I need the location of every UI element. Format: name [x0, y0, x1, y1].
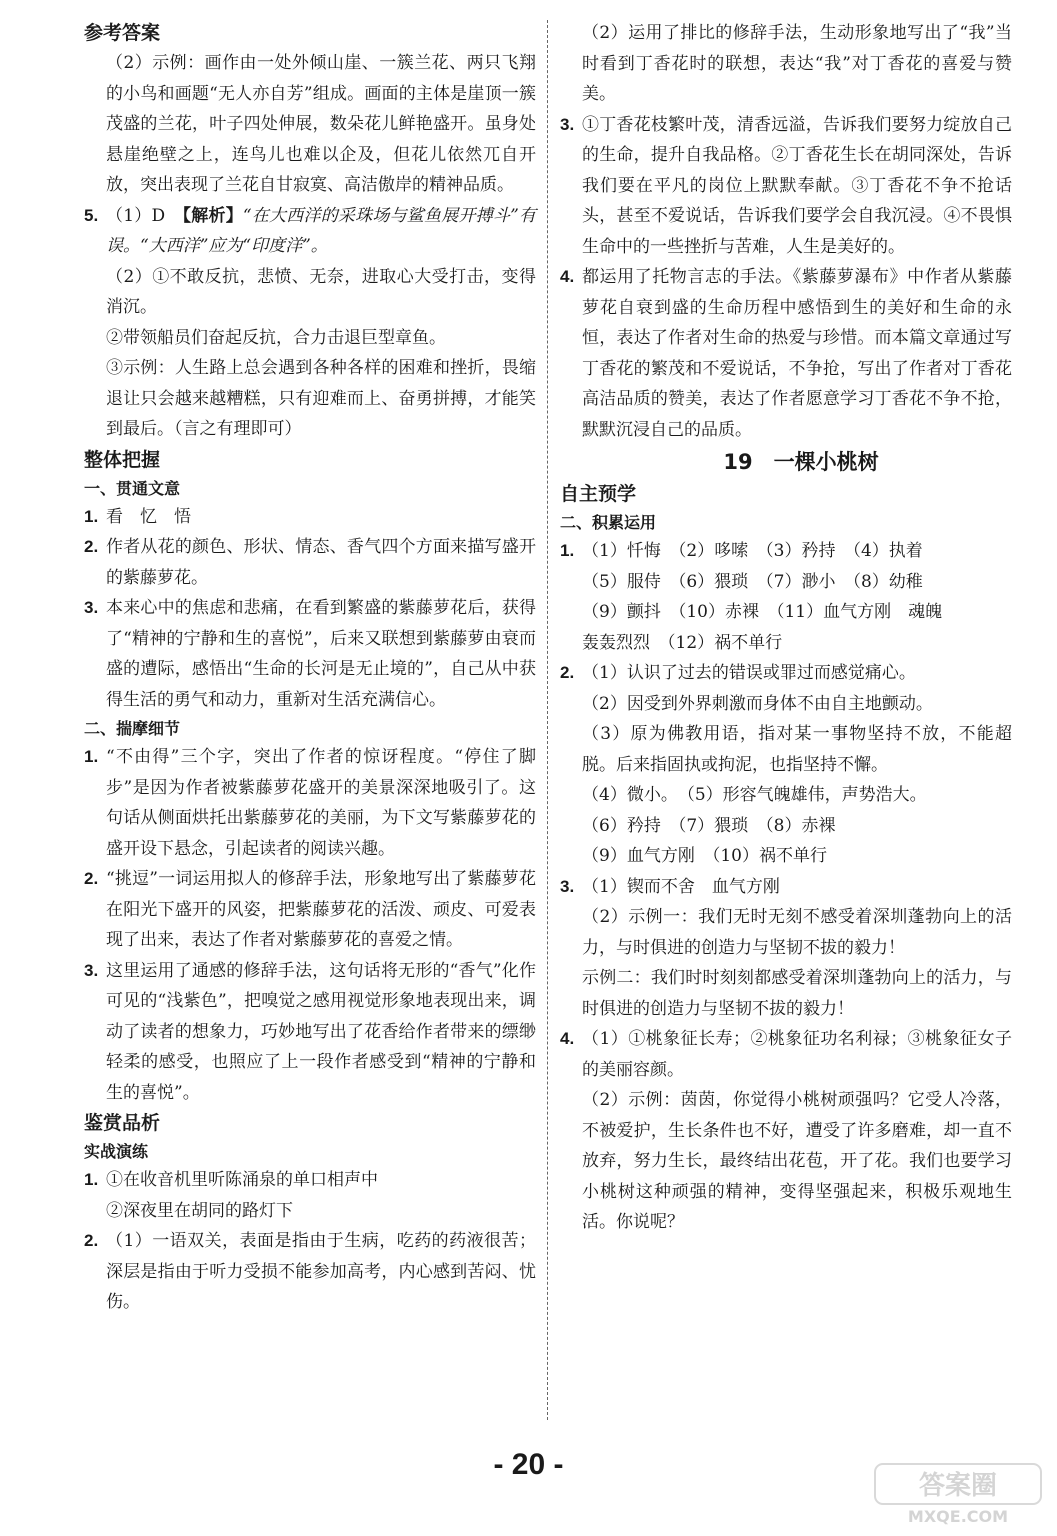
subheader-details: 二、揣摩细节 [84, 719, 181, 738]
section-header-appreciation: 鉴赏品析 [84, 1112, 161, 1134]
answer-r3: 3. ①丁香花枝繁叶茂，清香远溢，告诉我们要努力绽放自己的生命，提升自我品格。②丁香花生长在胡同深处，告诉我们要在平凡的岗位上默默奉献。③丁香花不争不抢话头，甚至不爱说话，告诉我们要学会自我沉浸。④不畏惧生命中的一些挫折与苦难，人生是美好的。 [560, 114, 1012, 257]
page-number: - 20 - [493, 1448, 564, 1481]
subheader-comprehension: 一、贯通文意 [84, 478, 181, 498]
answer-a1: 1. （1）忏悔 （2）哆嗦 （3）矜持 （4）执着 [560, 541, 923, 561]
answer-p1-b: ②深夜里在胡同的路灯下 [106, 1200, 293, 1221]
left-column [84, 18, 536, 1318]
right-column [560, 18, 1012, 1238]
answer-p1: 1. ①在收音机里听陈涌泉的单口相声中 [84, 1170, 378, 1190]
answer-4-2: （2）示例：画作由一处外倾山崖、一簇兰花、两只飞翔的小鸟和画题“无人亦自芳”组成。画面的主体是崖顶一簇茂盛的兰花，叶子四处伸展，数朵花儿鲜艳盛开。虽身处悬崖绝壁之上，连鸟儿也难以企及，但花儿依然兀自开放，突出表现了兰花自甘寂寞、高洁傲岸的精神品质。 [106, 53, 536, 195]
answer-a2: 2. （1）认识了过去的错误或罪过而感觉痛心。 [560, 663, 916, 683]
section-header-answers: 参考答案 [84, 22, 161, 44]
answer-g2: 2. 作者从花的颜色、形状、情态、香气四个方面来描写盛开的紫藤萝花。 [84, 537, 536, 588]
subheader-accumulation: 二、积累运用 [560, 513, 657, 532]
section-header-overall: 整体把握 [84, 448, 161, 471]
answer-a2-l6: （9）血气方刚 （10）祸不单行 [582, 846, 827, 866]
svg-text:MXQE.COM: MXQE.COM [907, 1507, 1009, 1526]
answer-a4: 4. （1）①桃象征长寿；②桃象征功名利禄；③桃象征女子的美丽容颜。 [560, 1029, 1012, 1080]
watermark-logo-icon [873, 1462, 1043, 1526]
answer-p2: 2. （1）一语双关，表面是指由于生病，吃药的药液很苦；深层是指由于听力受损不能参加高考，内心感到苦闷、忧伤。 [84, 1231, 536, 1312]
answer-r4: 4. 都运用了托物言志的手法。《紫藤萝瀑布》中作者从紫藤萝花自衰到盛的生命历程中感悟到生的美好和生命的永恒，表达了作者对生命的热爱与珍惜。而本篇文章通过写丁香花的繁茂和不爱说话，不争抢，写出了作者对丁香花高洁品质的赞美，表达了作者愿意学习丁香花不争不抢，默默沉浸自己的品质。 [560, 267, 1012, 440]
subheader-practice: 实战演练 [84, 1142, 149, 1161]
column-divider [547, 20, 548, 1420]
answer-a3-l2: （2）示例一：我们无时无刻不感受着深圳蓬勃向上的活力，与时俱进的创造力与坚韧不拔的毅力！ [582, 907, 1012, 958]
answer-a1-l3: （9）颤抖 （10）赤裸 （11）血气方刚 魂魄 [582, 602, 943, 622]
answer-5: 5. （1）D 【解析】“在大西洋的采珠场与鲨鱼展开搏斗”有误。“大西洋”应为“印度洋”。 [84, 205, 537, 256]
answer-a2-l2: （2）因受到外界刺激而身体不由自主地颤动。 [582, 693, 933, 714]
answer-a1-l4: 轰轰烈烈 （12）祸不单行 [582, 632, 783, 653]
answer-d3: 3. 这里运用了通感的修辞手法，这句话将无形的“香气”化作可见的“浅紫色”，把嗅觉之感用视觉形象地表现出来，调动了读者的想象力，巧妙地写出了花香给作者带来的缥缈轻柔的感受，也照应了上一段作者感受到“精神的宁静和生的喜悦”。 [84, 960, 536, 1103]
answer-5-2: （2）①不敢反抗，悲愤、无奈，进取心大受打击，变得消沉。 [106, 266, 536, 317]
answer-d1: 1. “不由得”三个字，突出了作者的惊讶程度。“停住了脚步”是因为作者被紫藤萝花盛开的美景深深地吸引了。这句话从侧面烘托出紫藤萝花的美丽，为下文写紫藤萝花的盛开设下悬念，引起读者的阅读兴趣。 [84, 747, 536, 859]
answer-a1-l2: （5）服侍 （6）猥琐 （7）渺小 （8）幼稚 [582, 571, 923, 592]
answer-g1: 1. 看 忆 悟 [84, 506, 191, 527]
answer-5-2b: ②带领船员们奋起反抗，合力击退巨型章鱼。 [106, 327, 446, 348]
answer-5-2c: ③示例：人生路上总会遇到各种各样的困难和挫折，畏缩退让只会越来越糟糕，只有迎难而上、奋勇拼搏，才能笑到最后。（言之有理即可） [106, 358, 536, 439]
answer-a2-l5: （6）矜持 （7）猥琐 （8）赤裸 [582, 815, 836, 836]
chapter-title: 19 一棵小桃树 [723, 450, 879, 474]
answer-r2: （2）运用了排比的修辞手法，生动形象地写出了“我”当时看到丁香花时的联想，表达“我”对丁香花的喜爱与赞美。 [582, 23, 1012, 104]
answer-a3-l3: 示例二：我们时时刻刻都感受着深圳蓬勃向上的活力，与时俱进的创造力与坚韧不拔的毅力！ [582, 968, 1012, 1019]
answer-d2: 2. “挑逗”一词运用拟人的修辞手法，形象地写出了紫藤萝花在阳光下盛开的风姿，把紫藤萝花的活泼、顽皮、可爱表现了出来，表达了作者对紫藤萝花的喜爱之情。 [84, 869, 536, 950]
answer-a2-l3: （3）原为佛教用语，指对某一事物坚持不放，不能超脱。后来指固执或拘泥，也指坚持不懈。 [582, 724, 1012, 775]
answer-a2-l4: （4）微小。 （5）形容气魄雄伟，声势浩大。 [582, 785, 927, 805]
answer-a4-l2: （2）示例：茵茵，你觉得小桃树顽强吗？它受人冷落，不被爱护，生长条件也不好，遭受了许多磨难，却一直不放弃，努力生长，最终结出花苞，开了花。我们也要学习小桃树这种顽强的精神，变得坚强起来，积极乐观地生活。你说呢？ [582, 1090, 1012, 1232]
svg-text:答案圈: 答案圈 [918, 1471, 998, 1501]
answer-a3: 3. （1）锲而不舍 血气方刚 [560, 876, 780, 897]
answer-g3: 3. 本来心中的焦虑和悲痛，在看到繁盛的紫藤萝花后，获得了“精神的宁静和生的喜悦”，后来又联想到紫藤萝由衰而盛的遭际，感悟出“生命的长河是无止境的”，自己从中获得生活的勇气和动力，重新对生活充满信心。 [84, 598, 536, 710]
section-header-preview: 自主预学 [560, 483, 637, 505]
